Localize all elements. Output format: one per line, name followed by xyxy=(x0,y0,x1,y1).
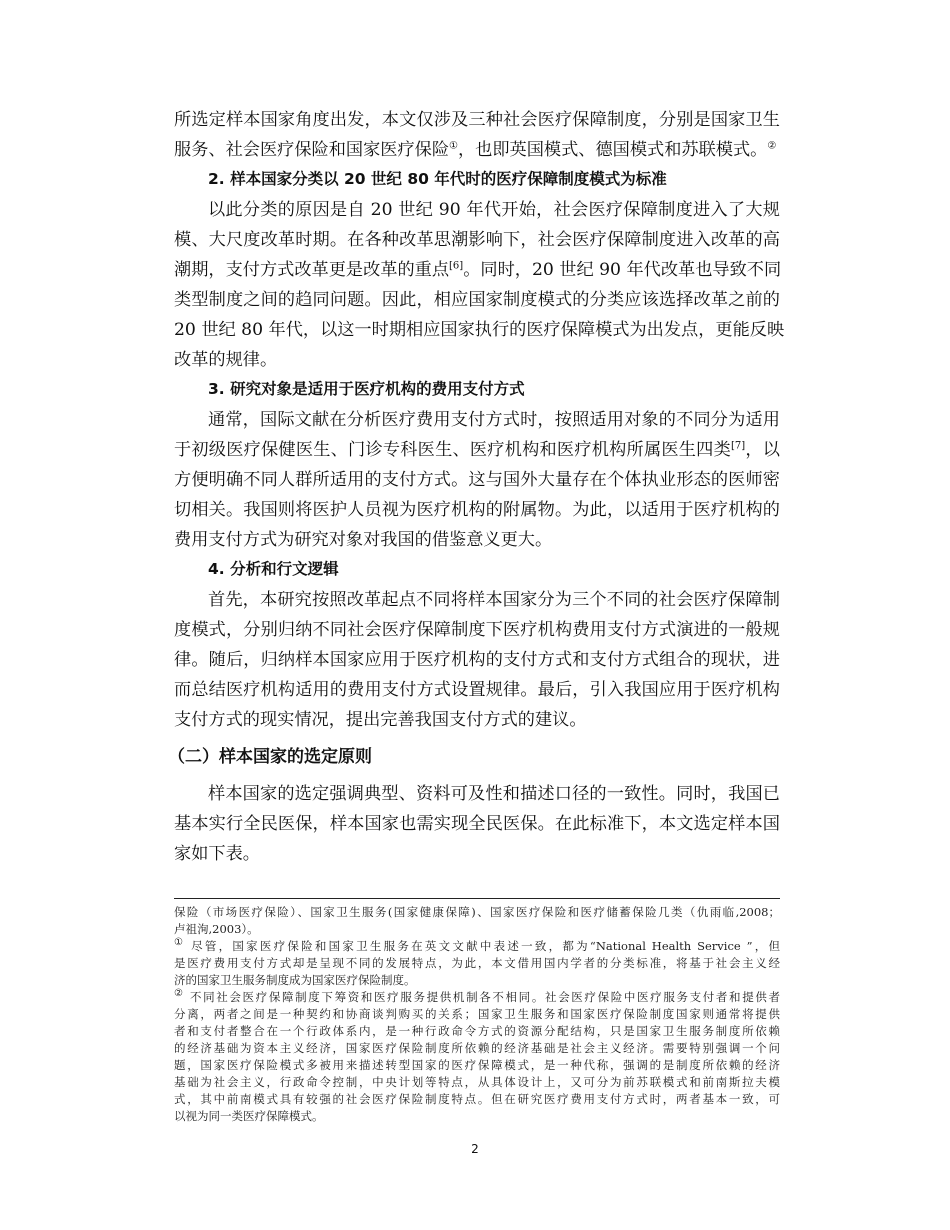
body-text-line: 方便明确不同人群所适用的支付方式。这与国外大量存在个体执业形态的医师密 xyxy=(174,470,780,490)
body-text-line: 支付方式的现实情况，提出完善我国支付方式的建议。 xyxy=(174,710,587,730)
body-text-line: 首先，本研究按照改革起点不同将样本国家分为三个不同的社会医疗保障制 xyxy=(208,590,780,610)
subheading: 2. 样本国家分类以 20 世纪 80 年代时的医疗保障制度模式为标准 xyxy=(208,170,667,188)
footnote-ref[interactable]: ② xyxy=(767,140,777,152)
body-text-line: 律。随后，归纳样本国家应用于医疗机构的支付方式和支付方式组合的现状，进 xyxy=(174,650,780,670)
footnote-ref[interactable]: ① xyxy=(449,140,458,152)
subheading: 3. 研究对象是适用于医疗机构的费用支付方式 xyxy=(208,380,525,398)
body-text-line: 家如下表。 xyxy=(174,844,260,864)
body-text-line: 通常，国际文献在分析医疗费用支付方式时，按照适用对象的不同分为适用 xyxy=(208,410,780,430)
citation-ref[interactable]: [6] xyxy=(449,260,464,272)
body-text-line: 服务、社会医疗保险和国家医疗保险①，也即英国模式、德国模式和苏联模式。② xyxy=(174,140,777,160)
body-text-line: 样本国家的选定强调典型、资料可及性和描述口径的一致性。同时，我国已 xyxy=(208,784,780,804)
footnote-line: 者和支付者整合在一个行政体系内，是一种行政命令方式的资源分配结构，只是国家卫生服务制度所依赖 xyxy=(174,1024,780,1038)
citation-ref[interactable]: [7] xyxy=(731,440,746,452)
body-text-line: 模、大尺度改革时期。在各种改革思潮影响下，社会医疗保障制度进入改革的高 xyxy=(174,230,780,250)
body-text-line: 改革的规律。 xyxy=(174,350,278,370)
footnote-line: 是医疗费用支付方式却是呈现不同的发展特点，为此，本文借用国内学者的分类标准，将基于社会主义经 xyxy=(174,956,780,970)
body-text-line: 20 世纪 80 年代，以这一时期相应国家执行的医疗保障模式为出发点，更能反映 xyxy=(174,320,785,340)
body-text-line: 所选定样本国家角度出发，本文仅涉及三种社会医疗保障制度，分别是国家卫生 xyxy=(174,110,780,130)
body-text-line: 费用支付方式为研究对象对我国的借鉴意义更大。 xyxy=(174,530,553,550)
footnote-line: 保险（市场医疗保险）、国家卫生服务(国家健康保障)、国家医疗保险和医疗储蓄保险几类（仇雨临,2008； xyxy=(174,905,780,919)
footnote-marker: ② xyxy=(174,988,185,1000)
page-number: 2 xyxy=(471,1142,479,1156)
body-text-line: 类型制度之间的趋同问题。因此，相应国家制度模式的分类应该选择改革之前的 xyxy=(174,290,780,310)
body-text-line: 于初级医疗保健医生、门诊专科医生、医疗机构和医疗机构所属医生四类[7]，以 xyxy=(174,440,780,460)
footnote-line: 基础为社会主义，行政命令控制，中央计划等特点，从具体设计上，又可分为前苏联模式和前南斯拉夫模 xyxy=(174,1075,780,1089)
footnote-line: 以视为同一类医疗保障模式。 xyxy=(174,1109,324,1123)
footnote-separator xyxy=(174,898,780,899)
footnote-line: 式，其中前南模式具有较强的社会医疗保险制度特点。但在研究医疗费用支付方式时，两者基本一致，可 xyxy=(174,1092,780,1106)
footnote-marker: ① xyxy=(174,937,186,949)
footnote-1: ① 尽管，国家医疗保险和国家卫生服务在英文文献中表述一致，都为“National Health Service ”，但 xyxy=(174,937,781,953)
body-text-line: 潮期，支付方式改革更是改革的重点[6]。同时，20 世纪 90 年代改革也导致不同 xyxy=(174,260,782,280)
body-text-line: 以此分类的原因是自 20 世纪 90 年代开始，社会医疗保障制度进入了大规 xyxy=(208,200,780,220)
footnote-line: 卢祖洵,2003）。 xyxy=(174,922,259,936)
footnote-line: 题，国家医疗保险模式多被用来描述转型国家的医疗保障模式，是一种代称，强调的是制度所依赖的经济 xyxy=(174,1058,780,1072)
footnote-line: 济的国家卫生服务制度成为国家医疗保险制度。 xyxy=(174,973,416,987)
subheading: 4. 分析和行文逻辑 xyxy=(208,560,339,578)
body-text-line: 而总结医疗机构适用的费用支付方式设置规律。最后，引入我国应用于医疗机构 xyxy=(174,680,780,700)
body-text-line: 基本实行全民医保，样本国家也需实现全民医保。在此标准下，本文选定样本国 xyxy=(174,814,780,834)
body-text-line: 切相关。我国则将医护人员视为医疗机构的附属物。为此，以适用于医疗机构的 xyxy=(174,500,780,520)
footnote-line: 分离，两者之间是一种契约和协商谈判购买的关系；国家卫生服务和国家医疗保险制度国家则通常将提供 xyxy=(174,1007,780,1021)
footnote-line: 的经济基础为资本主义经济，国家医疗保险制度所依赖的经济基础是社会主义经济。需要特别强调一个问 xyxy=(174,1041,780,1055)
body-text-line: 度模式，分别归纳不同社会医疗保障制度下医疗机构费用支付方式演进的一般规 xyxy=(174,620,780,640)
section-heading: （二）样本国家的选定原则 xyxy=(168,747,372,767)
footnote-2: ② 不同社会医疗保障制度下筹资和医疗服务提供机制各不相同。社会医疗保险中医疗服务支付者和提供者 xyxy=(174,988,781,1004)
